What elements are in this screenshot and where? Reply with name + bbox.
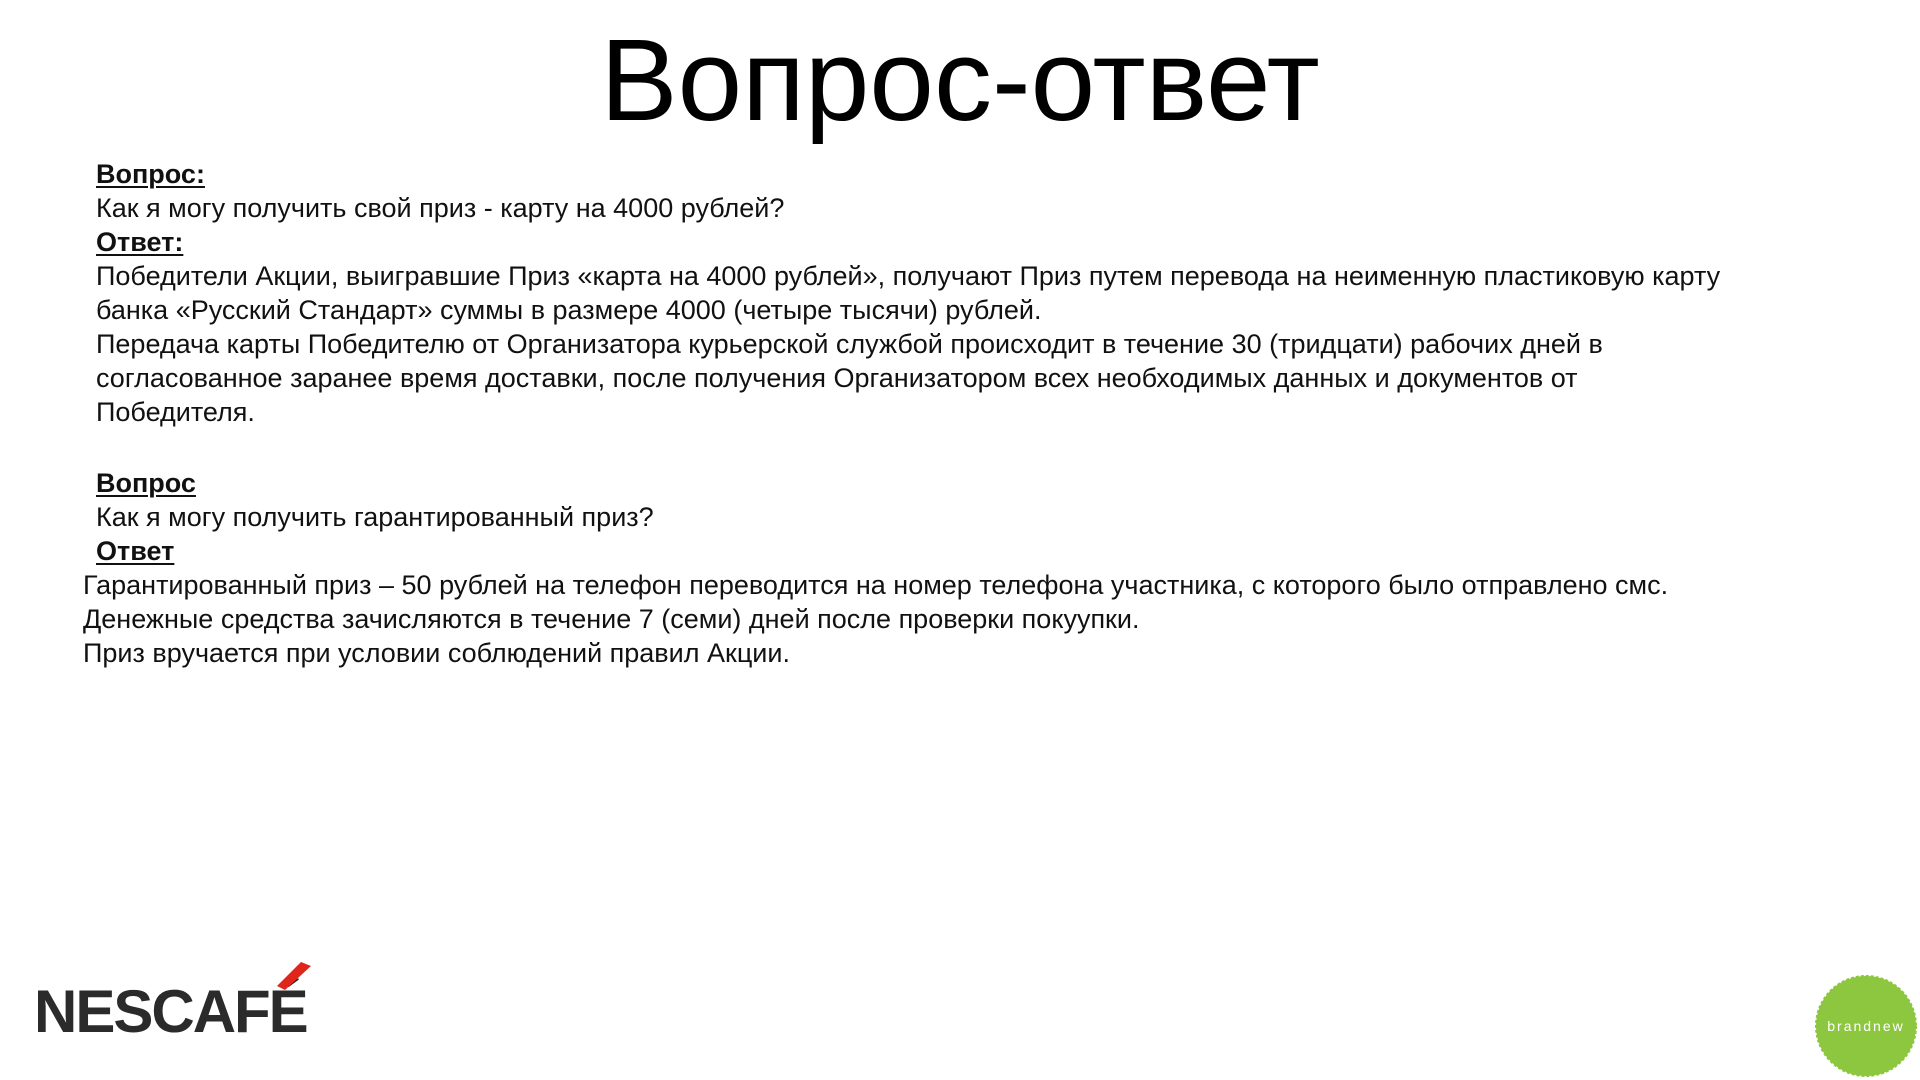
answer-heading: Ответ: (96, 227, 184, 257)
nescafe-accent-icon (271, 962, 311, 992)
question-text: Как я могу получить гарантированный приз? (96, 502, 654, 532)
answer-line: Приз вручается при условии соблюдений правил Акции. (83, 638, 790, 668)
nescafe-logo (34, 962, 307, 1045)
question-heading: Вопрос: (96, 159, 205, 189)
answer-line: Победителя. (96, 397, 255, 427)
svg-text:brandnew: brandnew (1827, 1018, 1905, 1034)
answer-line: банка «Русский Стандарт» суммы в размере 4000 (четыре тысячи) рублей. (96, 295, 1042, 325)
answer-line: Гарантированный приз – 50 рублей на телефон переводится на номер телефона участника, с которого было отправлено смс. (83, 570, 1669, 600)
nescafe-wordmark: NESCAFÉ (34, 978, 307, 1045)
slide-title: Вопрос-ответ (600, 15, 1320, 145)
answer-line: согласованное заранее время доставки, после получения Организатором всех необходимых данных и документов от (96, 363, 1578, 393)
faq-item-card-prize (96, 157, 1856, 429)
question-text: Как я могу получить свой приз - карту на 4000 рублей? (96, 193, 785, 223)
answer-line: Денежные средства зачисляются в течение 7 (семи) дней после проверки покуупки. (83, 604, 1140, 634)
answer-line: Передача карты Победителю от Организатора курьерской службой происходит в течение 30 (тридцати) рабочих дней в (96, 329, 1603, 359)
answer-line: Победители Акции, выигравшие Приз «карта на 4000 рублей», получают Приз путем перевода на неименную пластиковую карту (96, 261, 1721, 291)
brandnew-logo (1814, 974, 1918, 1078)
question-heading: Вопрос (96, 468, 196, 498)
faq-item-guaranteed-prize (83, 466, 1856, 670)
answer-heading: Ответ (96, 536, 175, 566)
